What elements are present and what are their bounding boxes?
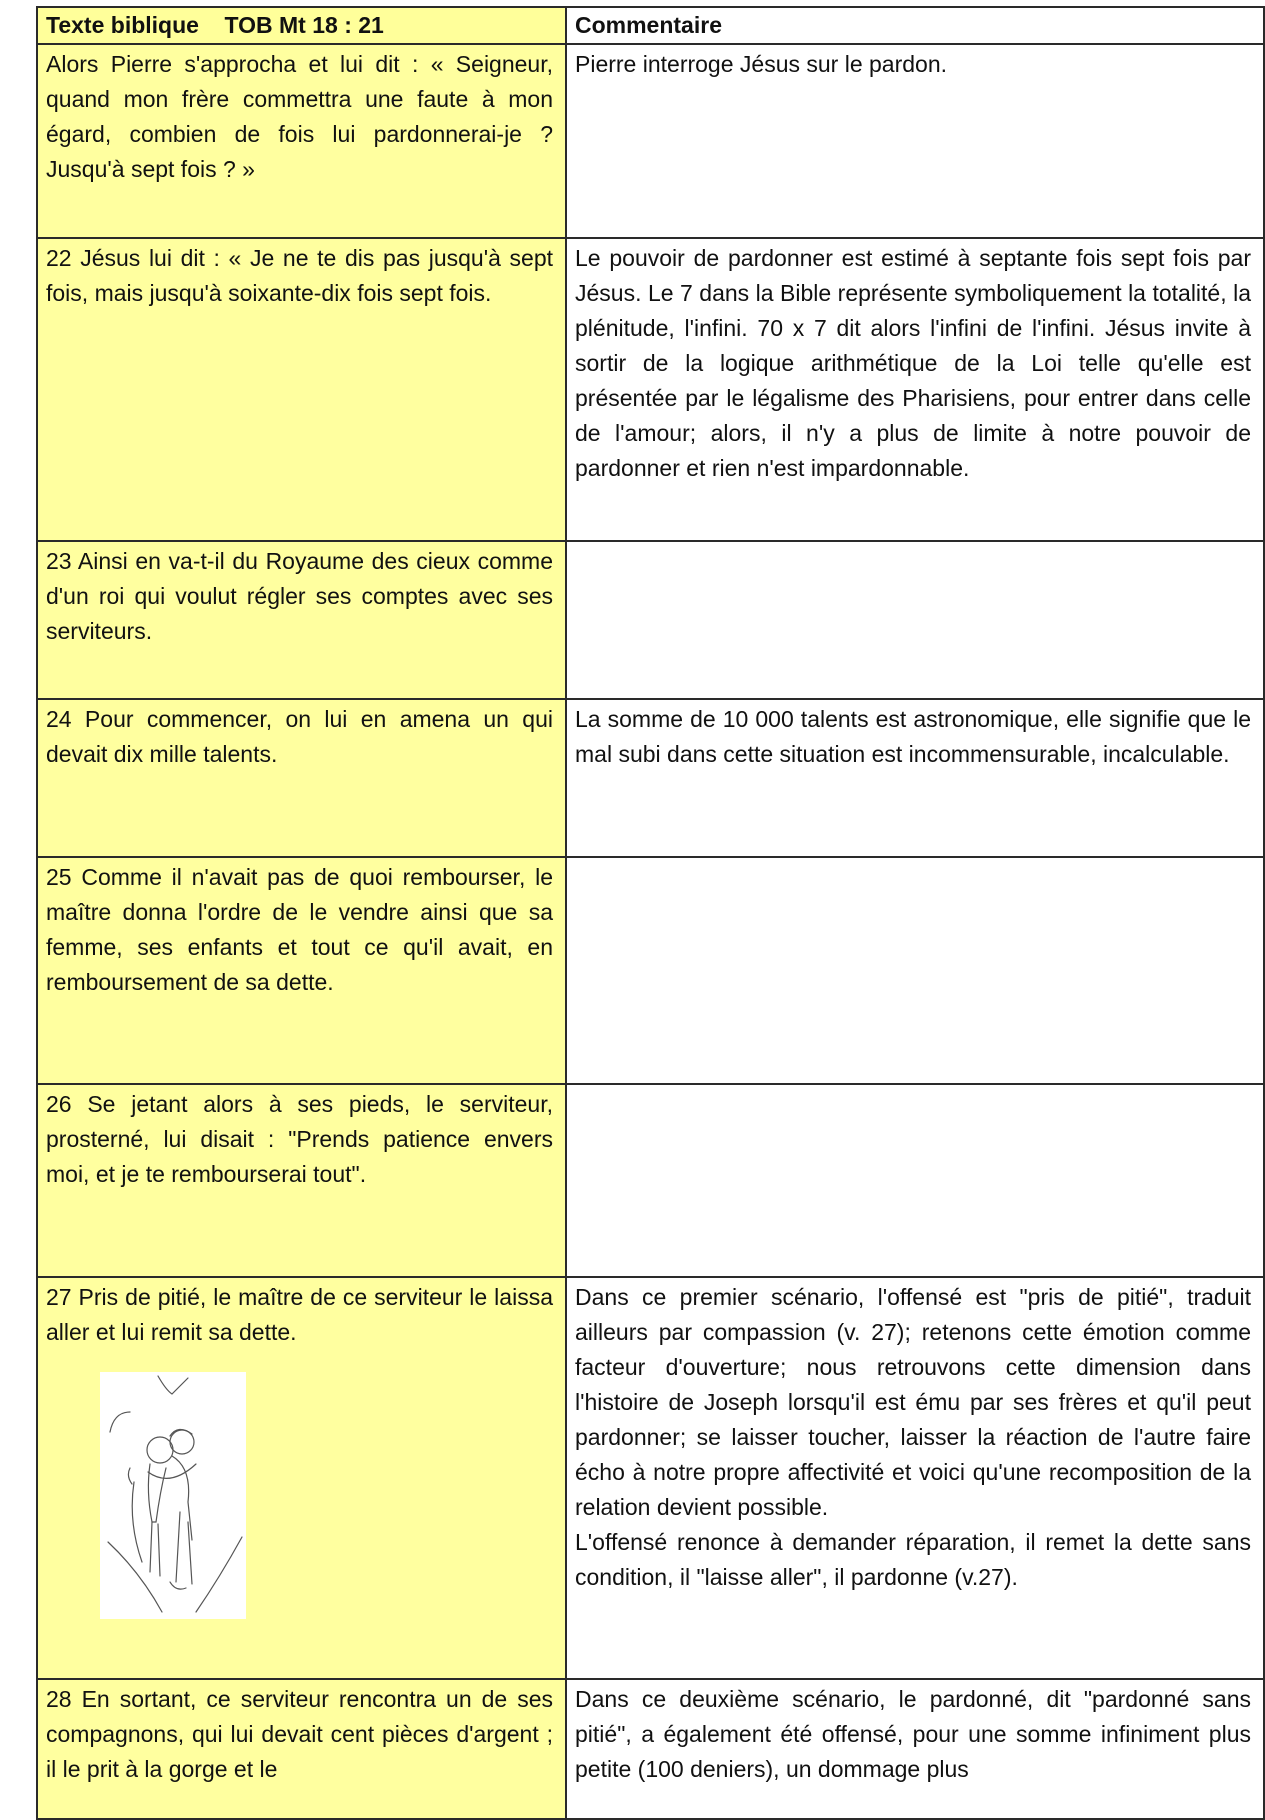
table-header-row <box>37 7 1264 44</box>
comment-cell <box>566 1084 1264 1277</box>
table-row <box>37 1277 1264 1679</box>
verse-cell: 23 Ainsi en va-t-il du Royaume des cieux comme d'un roi qui voulut régler ses comptes avec ses serviteurs. <box>37 541 566 699</box>
header-commentary: Commentaire <box>566 7 1264 44</box>
table-row <box>37 857 1264 1084</box>
verse-cell: 24 Pour commencer, on lui en amena un qui devait dix mille talents. <box>37 699 566 857</box>
header-bible-text: Texte biblique TOB Mt 18 : 21 <box>37 7 566 44</box>
comment-cell <box>566 1277 1264 1679</box>
comment-cell: Pierre interroge Jésus sur le pardon. <box>566 44 1264 238</box>
table-row <box>37 1679 1264 1819</box>
comment-cell: Le pouvoir de pardonner est estimé à septante fois sept fois par Jésus. Le 7 dans la Bible représente symboliquement la totalité, la plénitude, l'infini. 70 x 7 dit alors l'infini de l'infini. Jésus invite à sortir de la logique arithmétique de la Loi telle qu'elle est présentée par le légalisme des Pharisiens, pour entrer dans celle de l'amour; alors, il n'y a plus de limite à notre pouvoir de pardonner et rien n'est impardonnable. <box>566 238 1264 541</box>
verse-cell: 25 Comme il n'avait pas de quoi rembourser, le maître donna l'ordre de le vendre ainsi que sa femme, ses enfants et tout ce qu'il avait, en remboursement de sa dette. <box>37 857 566 1084</box>
comment-cell: La somme de 10 000 talents est astronomique, elle signifie que le mal subi dans cette situation est incommensurable, incalculable. <box>566 699 1264 857</box>
table-row <box>37 541 1264 699</box>
bible-commentary-table <box>36 6 1265 1820</box>
verse-cell: 28 En sortant, ce serviteur rencontra un de ses compagnons, qui lui devait cent pièces d'argent ; il le prit à la gorge et le <box>37 1679 566 1819</box>
verse-cell: 26 Se jetant alors à ses pieds, le serviteur, prosterné, lui disait : "Prends patience envers moi, et je te rembourserai tout". <box>37 1084 566 1277</box>
table-row <box>37 238 1264 541</box>
table-row <box>37 44 1264 238</box>
comment-paragraph: L'offensé renonce à demander réparation, il remet la dette sans condition, il "laisse aller", il pardonne (v.27). <box>575 1529 1251 1590</box>
table-row <box>37 1084 1264 1277</box>
comment-cell <box>566 857 1264 1084</box>
verse-cell: Alors Pierre s'approcha et lui dit : « Seigneur, quand mon frère commettra une faute à mon égard, combien de fois lui pardonnerai-je ? Jusqu'à sept fois ? » <box>37 44 566 238</box>
verse-text: 27 Pris de pitié, le maître de ce serviteur le laissa aller et lui remit sa dette. <box>46 1284 553 1345</box>
table-row <box>37 699 1264 857</box>
comment-cell <box>566 541 1264 699</box>
comment-paragraph: Dans ce premier scénario, l'offensé est "pris de pitié", traduit ailleurs par compassion (v. 27); retenons cette émotion comme facteur d'ouverture; nous retrouvons cette dimension dans l'histoire de Joseph lorsqu'il est ému par ses frères et qu'il peut pardonner; se laisser toucher, laisser la réaction de l'autre faire écho à notre propre affectivité et voici qu'une recomposition de la relation devient possible. <box>575 1284 1251 1520</box>
verse-cell: 22 Jésus lui dit : « Je ne te dis pas jusqu'à sept fois, mais jusqu'à soixante-dix fois sept fois. <box>37 238 566 541</box>
verse-cell <box>37 1277 566 1679</box>
embracing-figures-sketch-icon <box>100 1372 246 1619</box>
comment-cell: Dans ce deuxième scénario, le pardonné, dit "pardonné sans pitié", a également été offensé, pour une somme infiniment plus petite (100 deniers), un dommage plus <box>566 1679 1264 1819</box>
